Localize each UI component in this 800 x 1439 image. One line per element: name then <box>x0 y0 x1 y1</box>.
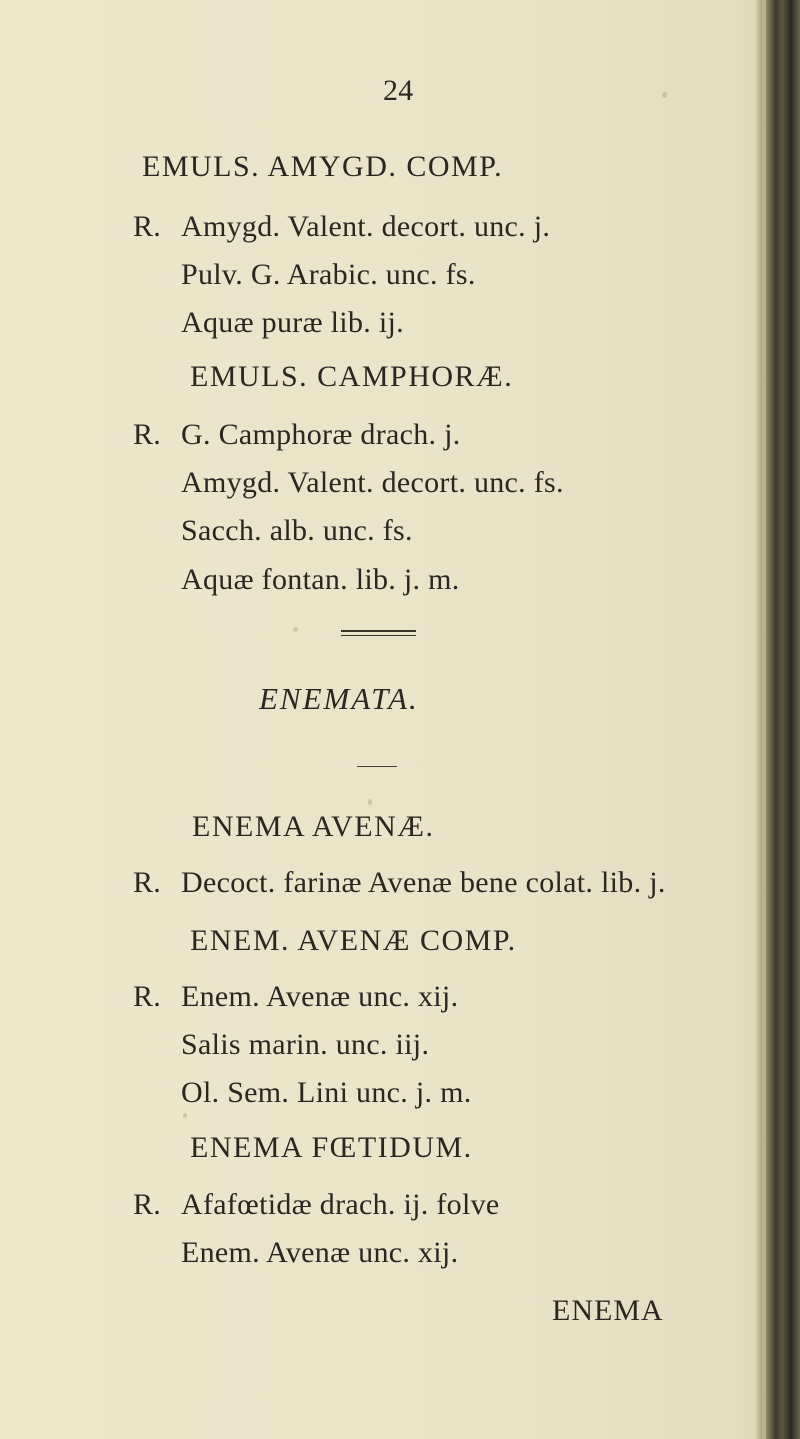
recipe-prefix: R. <box>133 210 162 243</box>
page-number: 24 <box>383 74 414 107</box>
recipe-heading-enema-avenae: ENEMA AVENÆ. <box>192 810 435 843</box>
section-title: ENEMATA. <box>259 681 419 716</box>
recipe-line: Enem. Avenæ unc. xij. <box>181 980 459 1013</box>
recipe-line: Sacch. alb. unc. fs. <box>181 514 413 547</box>
recipe-prefix: R. <box>133 980 162 1013</box>
recipe-line: Aquæ fontan. lib. j. m. <box>181 563 460 596</box>
recipe-line: Enem. Avenæ unc. xij. <box>181 1236 459 1269</box>
recipe-line: Salis marin. unc. iij. <box>181 1028 430 1061</box>
recipe-line: G. Camphoræ drach. j. <box>181 418 461 451</box>
paper-spot <box>662 92 667 98</box>
recipe-line: Aquæ puræ lib. ij. <box>181 306 404 339</box>
recipe-heading-emuls-camphorae: EMULS. CAMPHORÆ. <box>190 360 514 393</box>
recipe-line: Ol. Sem. Lini unc. j. m. <box>181 1076 472 1109</box>
recipe-prefix: R. <box>133 418 162 451</box>
section-divider <box>341 630 416 636</box>
recipe-heading-enema-foetidum: ENEMA FŒTIDUM. <box>190 1131 473 1164</box>
recipe-line: Amygd. Valent. decort. unc. fs. <box>181 466 564 499</box>
recipe-line: Afafœtidæ drach. ij. folve <box>181 1188 500 1221</box>
paper-spot <box>183 1113 187 1118</box>
catchword: ENEMA <box>552 1294 664 1327</box>
page-edge-line <box>762 0 766 1439</box>
recipe-prefix: R. <box>133 866 162 899</box>
paper-spot <box>368 799 372 805</box>
recipe-line: Pulv. G. Arabic. unc. fs. <box>181 258 476 291</box>
recipe-line: Amygd. Valent. decort. unc. j. <box>181 210 551 243</box>
recipe-heading-emuls-amygd: EMULS. AMYGD. COMP. <box>142 150 504 183</box>
recipe-line: Decoct. farinæ Avenæ bene colat. lib. j. <box>181 866 666 899</box>
short-rule <box>357 766 397 767</box>
paper-spot <box>293 627 298 632</box>
recipe-prefix: R. <box>133 1188 162 1221</box>
recipe-heading-enem-avenae-comp: ENEM. AVENÆ COMP. <box>190 924 517 957</box>
